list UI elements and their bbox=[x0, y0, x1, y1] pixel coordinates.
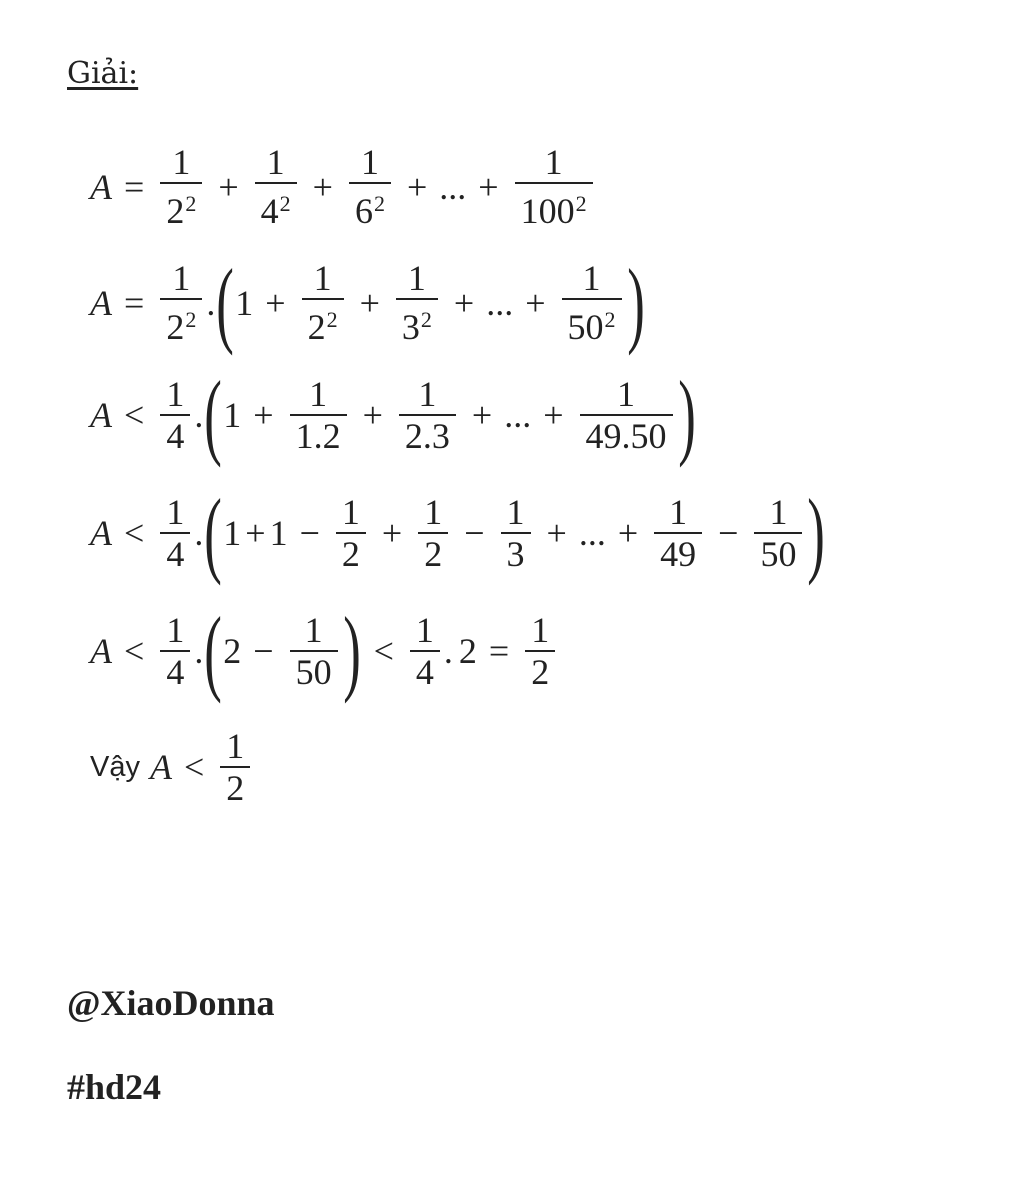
variable-a: A bbox=[90, 513, 112, 553]
variable-a: A bbox=[90, 166, 112, 207]
relation: < bbox=[124, 631, 145, 671]
right-paren: ) bbox=[626, 248, 645, 356]
number: 2 bbox=[223, 631, 242, 671]
conclusion-line bbox=[90, 726, 254, 808]
fraction: $\frac{1}{50}$ bbox=[754, 492, 802, 574]
equation-line-5 bbox=[90, 597, 559, 704]
multiply-dot: . bbox=[194, 631, 204, 671]
operator: − bbox=[299, 513, 320, 553]
fraction: $\frac{1}{49.50}$ bbox=[580, 374, 673, 456]
number: 1 bbox=[223, 513, 242, 553]
fraction: $\frac{1}{4}$ bbox=[160, 374, 190, 456]
operator: + bbox=[218, 166, 239, 207]
relation: < bbox=[124, 513, 145, 553]
fraction: $\frac{1}{2}$ bbox=[220, 726, 250, 808]
left-paren: ( bbox=[204, 361, 223, 468]
variable-a: A bbox=[90, 395, 112, 435]
solution-heading: Giải: bbox=[67, 56, 139, 91]
equation-line-4 bbox=[90, 479, 826, 586]
variable-a: A bbox=[149, 747, 172, 787]
multiply-dot: . bbox=[443, 631, 453, 671]
right-paren: ) bbox=[677, 361, 696, 468]
operator: + bbox=[312, 166, 333, 207]
relation: < bbox=[124, 395, 145, 435]
ellipsis: ... bbox=[486, 282, 514, 323]
ellipsis: ... bbox=[504, 395, 532, 435]
fraction: $\frac{1}{2}$ bbox=[525, 610, 555, 692]
operator: + bbox=[546, 513, 567, 553]
operator: + bbox=[478, 166, 499, 207]
fraction: $\frac{1}{2^2}$ bbox=[302, 258, 344, 347]
relation: < bbox=[373, 631, 394, 671]
operator: + bbox=[381, 513, 403, 553]
fraction: $\frac{1}{4^2}$ bbox=[255, 142, 297, 231]
relation: = bbox=[488, 631, 510, 671]
relation: = bbox=[124, 282, 145, 323]
number: 1 bbox=[223, 395, 242, 435]
multiply-dot: . bbox=[206, 282, 216, 323]
fraction: $\frac{1}{4}$ bbox=[410, 610, 440, 692]
operator: + bbox=[265, 282, 286, 323]
number: 2 bbox=[458, 631, 477, 671]
operator: + bbox=[471, 395, 493, 435]
fraction: $\frac{1}{50}$ bbox=[290, 610, 338, 692]
equation-line-1 bbox=[90, 142, 597, 231]
fraction: $\frac{1}{3}$ bbox=[501, 492, 531, 574]
multiply-dot: . bbox=[194, 513, 204, 553]
relation: = bbox=[124, 166, 145, 207]
hashtag: #hd24 bbox=[67, 1067, 162, 1107]
fraction: $\frac{1}{100^2}$ bbox=[515, 142, 593, 231]
operator: − bbox=[464, 513, 485, 553]
fraction: $\frac{1}{2}$ bbox=[418, 492, 448, 574]
ellipsis: ... bbox=[439, 166, 467, 207]
operator: + bbox=[406, 166, 428, 207]
operator: + bbox=[525, 282, 546, 323]
number: 1 bbox=[235, 282, 254, 323]
equation-line-3 bbox=[90, 361, 697, 468]
fraction: $\frac{1}{2^2}$ bbox=[160, 142, 202, 231]
number: 1 bbox=[269, 513, 288, 553]
operator: + bbox=[253, 395, 274, 435]
equation-line-2 bbox=[90, 248, 646, 356]
author-handle: @XiaoDonna bbox=[67, 983, 275, 1023]
variable-a: A bbox=[90, 282, 112, 323]
operator: + bbox=[543, 395, 564, 435]
fraction: $\frac{1}{4}$ bbox=[160, 610, 190, 692]
fraction: $\frac{1}{4}$ bbox=[160, 492, 190, 574]
fraction: $\frac{1}{1.2}$ bbox=[290, 374, 347, 456]
conclusion-word: Vậy bbox=[90, 750, 140, 783]
ellipsis: ... bbox=[578, 513, 606, 553]
operator: − bbox=[718, 513, 739, 553]
operator: + bbox=[617, 513, 639, 553]
fraction: $\frac{1}{2}$ bbox=[336, 492, 366, 574]
fraction: $\frac{1}{6^2}$ bbox=[349, 142, 391, 231]
operator: + bbox=[245, 513, 266, 553]
fraction: $\frac{1}{49}$ bbox=[654, 492, 702, 574]
left-paren: ( bbox=[204, 597, 223, 704]
fraction: $\frac{1}{2.3}$ bbox=[399, 374, 456, 456]
fraction: $\frac{1}{50^2}$ bbox=[562, 258, 622, 347]
right-paren: ) bbox=[342, 597, 361, 704]
operator: + bbox=[453, 282, 475, 323]
operator: + bbox=[359, 282, 380, 323]
variable-a: A bbox=[90, 631, 112, 671]
left-paren: ( bbox=[216, 248, 235, 356]
left-paren: ( bbox=[204, 479, 223, 586]
relation: < bbox=[183, 747, 205, 787]
operator: − bbox=[253, 631, 274, 671]
fraction: $\frac{1}{2^2}$ bbox=[160, 258, 202, 347]
multiply-dot: . bbox=[194, 395, 204, 435]
fraction: $\frac{1}{3^2}$ bbox=[396, 258, 438, 347]
right-paren: ) bbox=[807, 479, 826, 586]
operator: + bbox=[362, 395, 383, 435]
